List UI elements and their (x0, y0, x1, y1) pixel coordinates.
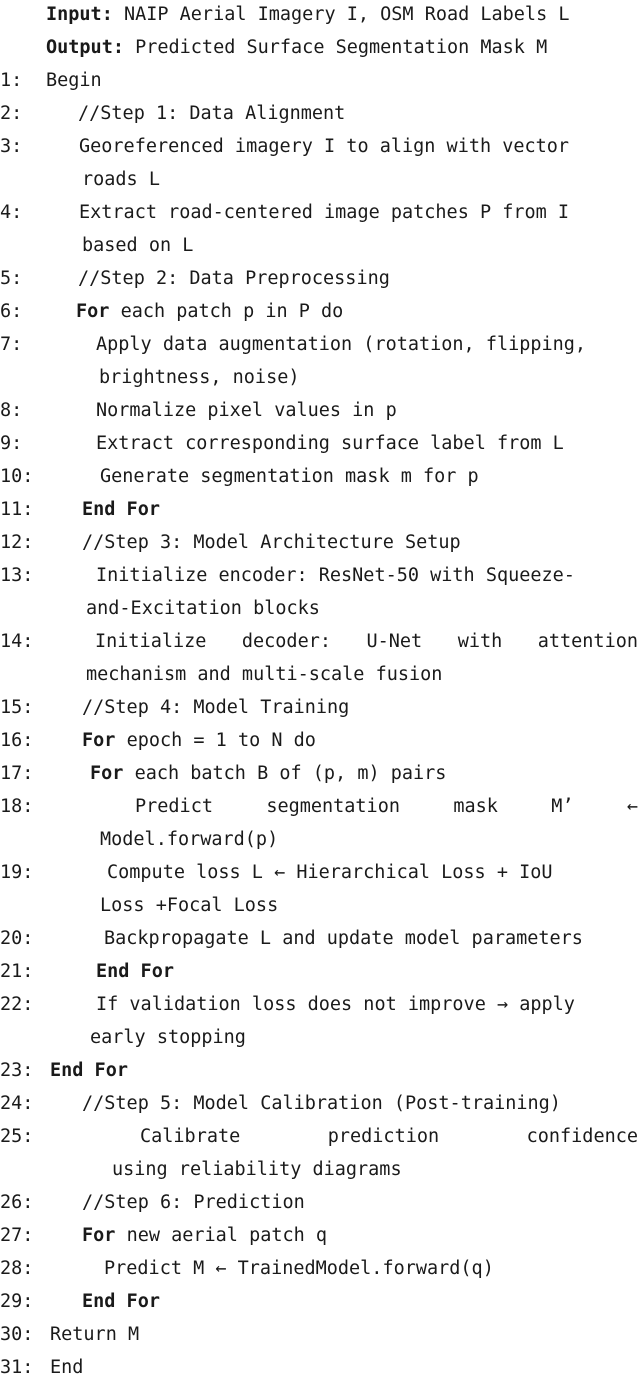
line-text: Generate segmentation mask m for p (100, 466, 479, 487)
line-content (100, 466, 479, 487)
line-number: 24: (0, 1093, 34, 1114)
line-text: //Step 6: Prediction (82, 1192, 305, 1213)
line-content (82, 697, 349, 718)
line-number: 6: (0, 301, 23, 322)
line-content (90, 763, 446, 784)
line-content (96, 961, 174, 982)
line-content (96, 400, 397, 421)
line-number: 11: (0, 499, 34, 520)
line-text: If validation loss does not improve → apply (96, 994, 575, 1015)
output-keyword: Output: (46, 37, 124, 58)
line-text: Predict segmentation mask M’ ← (135, 796, 638, 817)
line-text: Apply data augmentation (rotation, flipping, (96, 334, 587, 355)
line-text: Extract corresponding surface label from L (96, 433, 564, 454)
line-content (79, 136, 569, 157)
keyword: End For (50, 1060, 128, 1081)
line-number: 25: (0, 1126, 34, 1147)
line-content (79, 202, 569, 223)
line-text: End (50, 1357, 84, 1378)
line-content (96, 994, 575, 1015)
line-text: //Step 4: Model Training (82, 697, 350, 718)
line-text: Begin (46, 70, 102, 91)
line-content (140, 1126, 638, 1147)
output-line (46, 37, 547, 58)
line-content (82, 730, 316, 751)
keyword: For (82, 1225, 116, 1246)
input-line (46, 4, 570, 25)
keyword: End For (82, 1291, 160, 1312)
line-number: 13: (0, 565, 34, 586)
line-content (107, 862, 553, 883)
line-text: each batch B of (p, m) pairs (134, 763, 447, 784)
line-continuation: Loss +Focal Loss (100, 895, 279, 916)
line-continuation: and-Excitation blocks (86, 598, 320, 619)
line-number: 27: (0, 1225, 34, 1246)
line-number: 14: (0, 631, 34, 652)
keyword: For (82, 730, 116, 751)
line-content (50, 1357, 83, 1378)
line-content (50, 1060, 128, 1081)
line-content (96, 334, 586, 355)
keyword: End For (82, 499, 160, 520)
line-number: 30: (0, 1324, 34, 1345)
line-content (76, 301, 343, 322)
line-number: 15: (0, 697, 34, 718)
line-content (82, 1225, 327, 1246)
input-keyword: Input: (46, 4, 113, 25)
line-text: Predict M ← TrainedModel.forward(q) (104, 1258, 494, 1279)
line-content (78, 103, 345, 124)
line-number: 31: (0, 1357, 34, 1378)
line-continuation: roads L (82, 169, 160, 190)
line-text: Extract road-centered image patches P from I (79, 202, 570, 223)
line-number: 9: (0, 433, 23, 454)
line-number: 20: (0, 928, 34, 949)
line-content (50, 1324, 139, 1345)
line-text: Return M (50, 1324, 140, 1345)
line-content (82, 1093, 561, 1114)
output-text: Predicted Surface Segmentation Mask M (135, 37, 548, 58)
line-content (82, 499, 160, 520)
line-number: 4: (0, 202, 23, 223)
line-number: 7: (0, 334, 23, 355)
line-number: 23: (0, 1060, 34, 1081)
input-text: NAIP Aerial Imagery I, OSM Road Labels L (123, 4, 570, 25)
keyword: For (76, 301, 110, 322)
line-text: epoch = 1 to N do (126, 730, 316, 751)
line-number: 28: (0, 1258, 34, 1279)
line-text: Normalize pixel values in p (96, 400, 397, 421)
line-text: Initialize decoder: U-Net with attention (95, 631, 638, 652)
line-content (82, 1192, 305, 1213)
line-continuation: early stopping (90, 1027, 246, 1048)
line-content (104, 928, 583, 949)
line-content (46, 70, 102, 91)
line-number: 19: (0, 862, 34, 883)
line-text: new aerial patch q (126, 1225, 328, 1246)
line-number: 17: (0, 763, 34, 784)
line-text: //Step 2: Data Preprocessing (78, 268, 390, 289)
line-number: 26: (0, 1192, 34, 1213)
line-content (82, 1291, 160, 1312)
line-continuation: using reliability diagrams (112, 1159, 402, 1180)
line-number: 8: (0, 400, 23, 421)
line-number: 21: (0, 961, 34, 982)
line-number: 12: (0, 532, 34, 553)
line-text: Backpropagate L and update model parameters (104, 928, 583, 949)
line-text: //Step 3: Model Architecture Setup (82, 532, 461, 553)
line-continuation: based on L (82, 235, 194, 256)
line-content (95, 631, 638, 652)
line-text: each patch p in P do (120, 301, 344, 322)
line-content (104, 1258, 494, 1279)
line-continuation: mechanism and multi-scale fusion (86, 664, 443, 685)
line-number: 18: (0, 796, 34, 817)
line-continuation: Model.forward(p) (100, 829, 279, 850)
line-content (82, 532, 461, 553)
keyword: End For (96, 961, 174, 982)
line-continuation: brightness, noise) (99, 367, 300, 388)
line-number: 16: (0, 730, 34, 751)
line-content (135, 796, 638, 817)
line-text: Georeferenced imagery I to align with vector (79, 136, 570, 157)
line-number: 5: (0, 268, 23, 289)
line-number: 10: (0, 466, 34, 487)
line-content (96, 565, 575, 586)
line-text: //Step 1: Data Alignment (78, 103, 346, 124)
line-text: //Step 5: Model Calibration (Post-training) (82, 1093, 561, 1114)
line-number: 1: (0, 70, 23, 91)
line-number: 22: (0, 994, 34, 1015)
line-content (78, 268, 390, 289)
line-text: Initialize encoder: ResNet-50 with Squeeze- (96, 565, 575, 586)
line-number: 3: (0, 136, 23, 157)
line-text: Calibrate prediction confidence (140, 1126, 638, 1147)
line-content (96, 433, 564, 454)
line-number: 2: (0, 103, 23, 124)
keyword: For (90, 763, 124, 784)
line-number: 29: (0, 1291, 34, 1312)
line-text: Compute loss L ← Hierarchical Loss + IoU (107, 862, 553, 883)
